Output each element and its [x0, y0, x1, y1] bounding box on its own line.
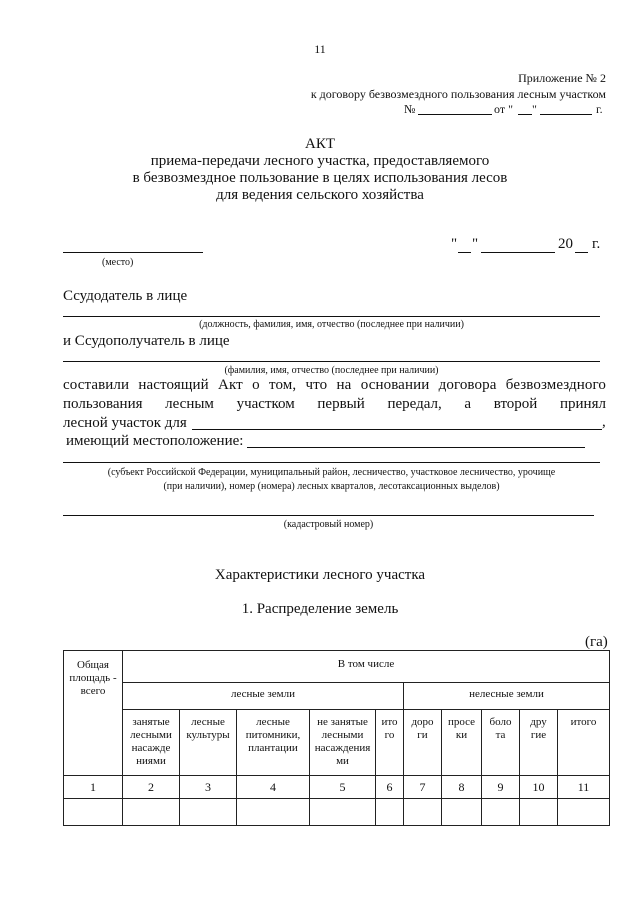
location-blank — [247, 447, 585, 448]
land-distribution-table — [63, 650, 610, 826]
date-quote: " — [532, 102, 537, 116]
borrower-text: и Ссудополучатель в лице — [63, 333, 230, 349]
act-heading: АКТ — [305, 136, 335, 152]
table-header-row-3 — [64, 710, 610, 776]
column-number: 6 — [376, 776, 404, 799]
word: лесным — [165, 396, 214, 412]
col-other: дру гие — [520, 710, 558, 776]
location-note-1: (субъект Российской Федерации, муниципальный район, лесничество, участковое лесничество, урочище — [107, 467, 556, 478]
statement-line-4: имеющий местоположение: — [66, 433, 244, 449]
col-clearings: просе ки — [442, 710, 482, 776]
act-line-3: для ведения сельского хозяйства — [216, 187, 424, 203]
year-prefix: 20 — [558, 236, 573, 252]
col-nonforest-total: итого — [558, 710, 610, 776]
purpose-blank — [192, 429, 602, 430]
col-forest-cultures: лесные культуры — [180, 710, 237, 776]
place-blank — [63, 252, 203, 253]
contract-month-blank — [540, 114, 592, 115]
year-blank — [575, 252, 588, 253]
borrower-blank — [63, 361, 600, 362]
col-swamps: боло та — [482, 710, 520, 776]
day-blank — [458, 252, 471, 253]
act-line-1: приема-передачи лесного участка, предоставляемого — [150, 153, 490, 169]
column-number: 10 — [520, 776, 558, 799]
empty-cell — [376, 799, 404, 826]
column-number: 1 — [64, 776, 123, 799]
col-nurseries: лесные питомники, плантации — [237, 710, 310, 776]
statement-line-1: составили настоящий Акт о том, что на основании договора безвозмездного — [63, 377, 606, 393]
empty-cell — [310, 799, 376, 826]
annex-number-line — [404, 102, 614, 118]
lender-blank — [63, 316, 600, 317]
contract-day-blank — [518, 114, 532, 115]
empty-cell — [442, 799, 482, 826]
annex-title: Приложение № 2 — [518, 71, 606, 85]
statement-line-2 — [63, 396, 606, 413]
year-suffix-label: г. — [592, 236, 601, 252]
empty-cell — [123, 799, 180, 826]
unit-label: (га) — [585, 634, 608, 650]
col-roads: доро ги — [404, 710, 442, 776]
empty-cell — [404, 799, 442, 826]
column-number: 11 — [558, 776, 610, 799]
empty-cell — [520, 799, 558, 826]
lender-text: Ссудодатель в лице — [63, 288, 188, 304]
word: принял — [559, 396, 606, 412]
statement-comma: , — [602, 414, 606, 430]
column-numbers-row — [64, 776, 610, 799]
characteristics-title: Характеристики лесного участка — [214, 567, 426, 583]
nonforest-lands-header: нелесные земли — [404, 683, 610, 710]
word: передал, — [387, 396, 442, 412]
empty-cell — [237, 799, 310, 826]
column-number: 9 — [482, 776, 520, 799]
empty-cell — [558, 799, 610, 826]
place-label: (место) — [102, 257, 134, 268]
col-forest-total: ито го — [376, 710, 404, 776]
location-blank-2 — [63, 462, 600, 463]
act-date — [451, 236, 611, 256]
day-close-quote: " — [472, 236, 479, 252]
column-number: 3 — [180, 776, 237, 799]
empty-cell — [482, 799, 520, 826]
column-number: 7 — [404, 776, 442, 799]
including-header: В том числе — [123, 651, 610, 683]
borrower-note: (фамилия, имя, отчество (последнее при наличии) — [224, 365, 439, 376]
word: второй — [493, 396, 538, 412]
total-area-header: Общая площадь - всего — [64, 651, 123, 776]
col-forested: занятые лесными насажде ниями — [123, 710, 180, 776]
section-title: 1. Распределение земель — [241, 601, 399, 617]
word: первый — [317, 396, 365, 412]
annex-subtitle: к договору безвозмездного пользования лесным участком — [310, 87, 606, 101]
month-blank — [481, 252, 555, 253]
word: а — [464, 396, 472, 412]
word: пользования — [63, 396, 143, 412]
year-suffix: г. — [596, 102, 603, 116]
page-number: 11 — [314, 42, 326, 56]
column-number: 5 — [310, 776, 376, 799]
empty-cell — [64, 799, 123, 826]
column-number: 4 — [237, 776, 310, 799]
table-header-row-2 — [64, 683, 610, 710]
word: участком — [236, 396, 295, 412]
day-open-quote: " — [451, 236, 458, 252]
contract-number-blank — [418, 114, 492, 115]
empty-cell — [180, 799, 237, 826]
date-from-label: от " — [494, 102, 513, 116]
cadastral-note: (кадастровый номер) — [283, 519, 374, 530]
cadastral-blank — [63, 515, 594, 516]
table-header-row-1 — [64, 651, 610, 683]
act-line-2: в безвозмездное пользование в целях использования лесов — [132, 170, 508, 186]
location-note-2: (при наличии), номер (номера) лесных кварталов, лесотаксационных выделов) — [163, 481, 500, 492]
empty-data-row — [64, 799, 610, 826]
lender-note: (должность, фамилия, имя, отчество (последнее при наличии) — [199, 319, 464, 330]
forest-lands-header: лесные земли — [123, 683, 404, 710]
number-sign: № — [404, 102, 416, 116]
col-unforested: не занятые лесными насаждения ми — [310, 710, 376, 776]
column-number: 2 — [123, 776, 180, 799]
column-number: 8 — [442, 776, 482, 799]
statement-line-3: лесной участок для — [63, 415, 187, 431]
